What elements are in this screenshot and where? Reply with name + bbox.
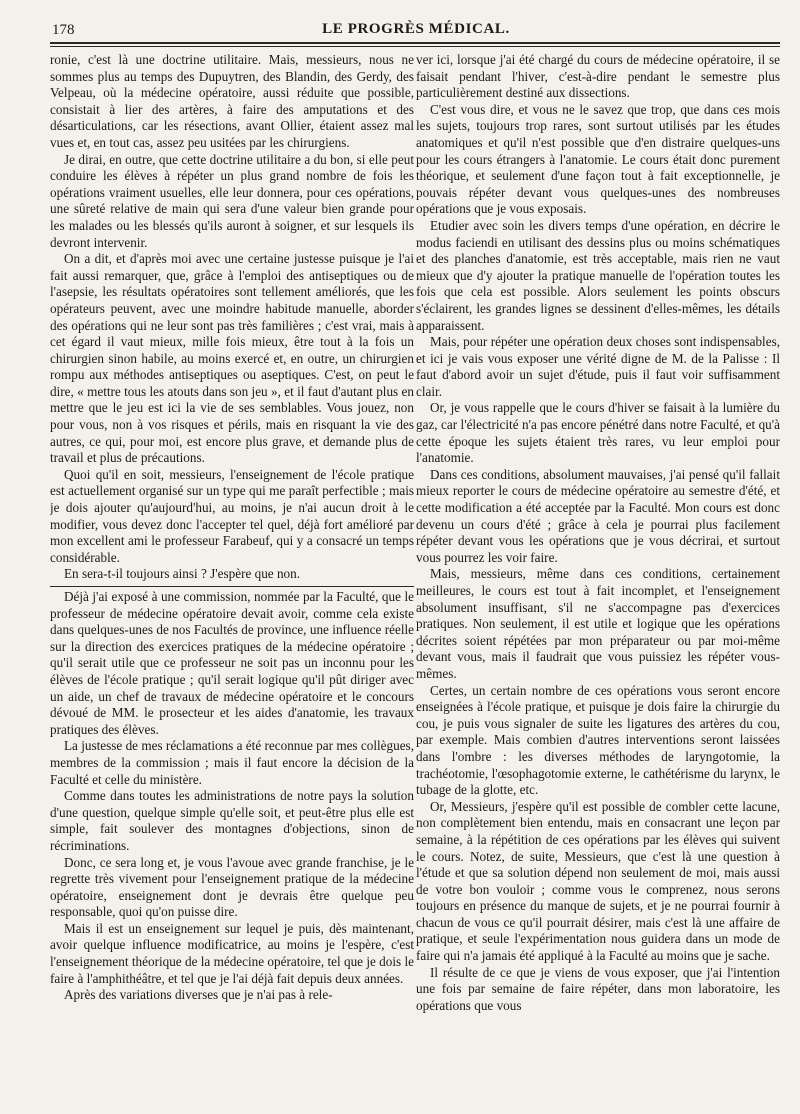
paragraph: Dans ces conditions, absolument mauvaises, j'ai pensé qu'il fallait mieux reporter le cours de médecine opératoire au semestre d'été, et cette modification a été acceptée par la Faculté. Mon cours est donc devenu un cours d'été ; grâce à cela je pourrai plus facilement répéter devant vous les opérations que je vous décrirai, et surtout vous pourrez les voir faire. (416, 466, 780, 565)
paragraph: Mais, pour répéter une opération deux choses sont indispensables, et ici je vais vous exposer une vérité digne de M. de la Palisse : Il faut d'abord avoir un sujet d'étude, puis il faut voir suffisamment clair. (416, 334, 780, 399)
paragraph: Mais il est un enseignement sur lequel je puis, dès maintenant, avoir quelque influence modificatrice, au moins je l'espère, c'est l'enseignement théorique de la médecine opératoire, tel que je dois le faire à l'amphithéâtre, et tel que je l'ai déjà fait depuis deux années. (50, 920, 414, 986)
paragraph: Quoi qu'il en soit, messieurs, l'enseignement de l'école pratique est actuellement organisé sur un type qui me paraît perfectible ; mais je dois ajouter qu'aujourd'hui, au moins, je n'ai aucun droit à le modifier, vous devez donc l'accepter tel quel, déjà fort amélioré par mon excellent ami le professeur Farabeuf, qui y a consacré un temps considérable. (50, 466, 414, 565)
paragraph: Après des variations diverses que je n'ai pas à rele- (64, 987, 333, 1003)
header-rule-thin (50, 46, 780, 47)
paragraph: En sera-t-il toujours ainsi ? J'espère que non. (64, 566, 301, 582)
paragraph: ver ici, lorsque j'ai été chargé du cours de médecine opératoire, il se faisait pendant l'hiver, c'est-à-dire pendant le semestre plus particulièrement destiné aux dissections. (416, 52, 780, 101)
paragraph: La justesse de mes réclamations a été reconnue par mes collègues, membres de la commission ; mais il faut encore la décision de la Faculté et celle du ministère. (50, 738, 414, 787)
paragraph: C'est vous dire, et vous ne le savez que trop, que dans ces mois les sujets, toujours trop rares, sont surtout utilisés par les études anatomiques et qu'il n'est possible que d'en distraire quelques-uns pour les cours étrangers à l'anatomie. Le cours était donc purement théorique, et seulement d'une façon tout à fait exceptionnelle, je pouvais répéter devant vous quelques-unes des nombreuses opérations que je vous exposais. (416, 101, 780, 217)
paragraph: Comme dans toutes les administrations de notre pays la solution d'une question, quelque simple qu'elle soit, et peut-être plus elle est simple, fait soulever des montagnes d'objections, sinon de récriminations. (50, 788, 414, 853)
paragraph: On a dit, et d'après moi avec une certaine justesse puisque je l'ai fait aussi remarquer, que, grâce à l'emploi des antiseptiques ou de l'asepsie, les résultats opératoires sont tellement améliorés, que les opérateurs peuvent, avec une moindre habitude manuelle, aborder des opérations qui ne leur sont pas très familières ; c'est vrai, mais à cet égard il vaut mieux, mille fois mieux, être tout à la fois un chirurgien sinon habile, au moins exercé et, en outre, un chirurgien rompu aux méthodes antiseptiques ou aseptiques. C'est, on peut le dire, « mettre tous les atouts dans son jeu », et il faut d'autant plus en mettre que le jeu est ici la vie de ses semblables. Vous jouez, non pour vous, non à vos risques et périls, mais en risquant la vie des autres, ce qui, pour moi, est encore plus grave, et demande plus de travail et plus de précautions. (50, 251, 414, 466)
paragraph: Il résulte de ce que je viens de vous exposer, que j'ai l'intention une fois par semaine de faire répéter, dans mon laboratoire, les opérations que vous (416, 964, 780, 1013)
paragraph: Je dirai, en outre, que cette doctrine utilitaire a du bon, si elle peut conduire les élèves à répéter un plus grand nombre de fois les opérations vraiment usuelles, elle leur donnera, pour ces opérations, une sûreté relative de main qui sera d'une valeur bien grande pour les malades ou les blessés qu'ils auront à soigner, et sur lesquels ils devront intervenir. (50, 151, 414, 250)
section-separator-space (50, 583, 414, 589)
paragraph: Or, je vous rappelle que le cours d'hiver se faisait à la lumière du gaz, car l'électricité n'a pas encore pénétré dans notre Faculté, et qu'à cette époque les sujets étaient très rares, vu leur emploi pour l'anatomie. (416, 400, 780, 466)
paragraph: Etudier avec soin les divers temps d'une opération, en décrire le modus faciendi en utilisant des dessins plus ou moins schématiques et des planches d'anatomie, est très acceptable, mais rien ne vaut mieux que d'y ajouter la pratique manuelle de l'opération toutes les fois que cela est possible. Alors seulement les points obscurs s'éclairent, les grandes lignes se dessinent d'elles-mêmes, les détails apparaissent. (416, 217, 780, 333)
journal-title: LE PROGRÈS MÉDICAL. (322, 21, 510, 37)
section-separator (50, 586, 414, 587)
paragraph: Déjà j'ai exposé à une commission, nommée par la Faculté, que le professeur de médecine opératoire devait avoir, comme cela existe dans quelques-unes de nos Facultés de province, une influence réelle sur la direction des exercices pratiques de la médecine opératoire ; qu'il serait utile que ce professeur ne soit pas un inconnu pour les élèves de l'école pratique ; qu'il serait logique qu'il pût diriger avec un aide, un chef de travaux de médecine opératoire et le concours dévoué de MM. le prosecteur et les aides d'anatomie, les travaux pratiques des élèves. (50, 589, 414, 737)
paragraph: Mais, messieurs, même dans ces conditions, certainement meilleures, le cours est tout à fait incomplet, et l'enseignement absolument insuffisant, s'il ne s'accompagne pas d'exercices pratiques. Non seulement, il est utile et logique que les opérations décrites soient répétées par mon préparateur ou par moi-même devant vous, mais il faudrait que vous puissiez les répéter vous-mêmes. (416, 566, 780, 681)
header-rule-thick (50, 42, 780, 44)
paragraph: Donc, ce sera long et, je vous l'avoue avec grande franchise, je le regrette très vivement pour l'enseignement pratique de la médecine opératoire, enseignement dont je devrais être quelque peu responsable, quoi qu'on puisse dire. (50, 854, 414, 920)
paragraph: Certes, un certain nombre de ces opérations vous seront encore enseignées à l'école pratique, et puisque je dois faire la chirurgie du cou, je puis vous signaler de suite les ligatures des artères du cou, par exemple. Mais combien d'autres interventions seront laissées dans l'ombre : les diverses méthodes de laryngotomie, la trachéotomie, l'œsophagotomie externe, le cathétérisme du larynx, le tubage de la glotte, etc. (416, 682, 780, 798)
page-number: 178 (52, 22, 75, 38)
left-column (50, 52, 414, 1110)
paragraph: ronie, c'est là une doctrine utilitaire. Mais, messieurs, nous ne sommes plus au temps des Dupuytren, des Blandin, des Gerdy, des Velpeau, où la médecine opératoire, aussi réduite que possible, consistait à lier des artères, à faire des amputations et des désarticulations, car les résections, avant Ollier, étaient assez mal vues et, en tout cas, assez peu usitées par les chirurgiens. (50, 52, 414, 150)
paragraph: Or, Messieurs, j'espère qu'il est possible de combler cette lacune, non complètement bien entendu, mais en consacrant une leçon par semaine, à la répétition de ces opérations par les élèves qui suivent le cours. Notez, de suite, Messieurs, que c'est là une question à l'étude et que sa solution dépend non seulement de moi, mais aussi de votre bon vouloir ; comme vous le comprenez, nous serons toujours en présence du manque de sujets, et je ne pourrai fournir à chacun de vous ce qu'il pourrait désirer, mais c'est là une affaire de pratique, et seule l'expérimentation nous guidera dans un mode de faire qui n'a jamais été appliqué à la Faculté au moins que je sache. (416, 798, 780, 964)
page-header (52, 20, 780, 40)
right-column (416, 52, 780, 1110)
